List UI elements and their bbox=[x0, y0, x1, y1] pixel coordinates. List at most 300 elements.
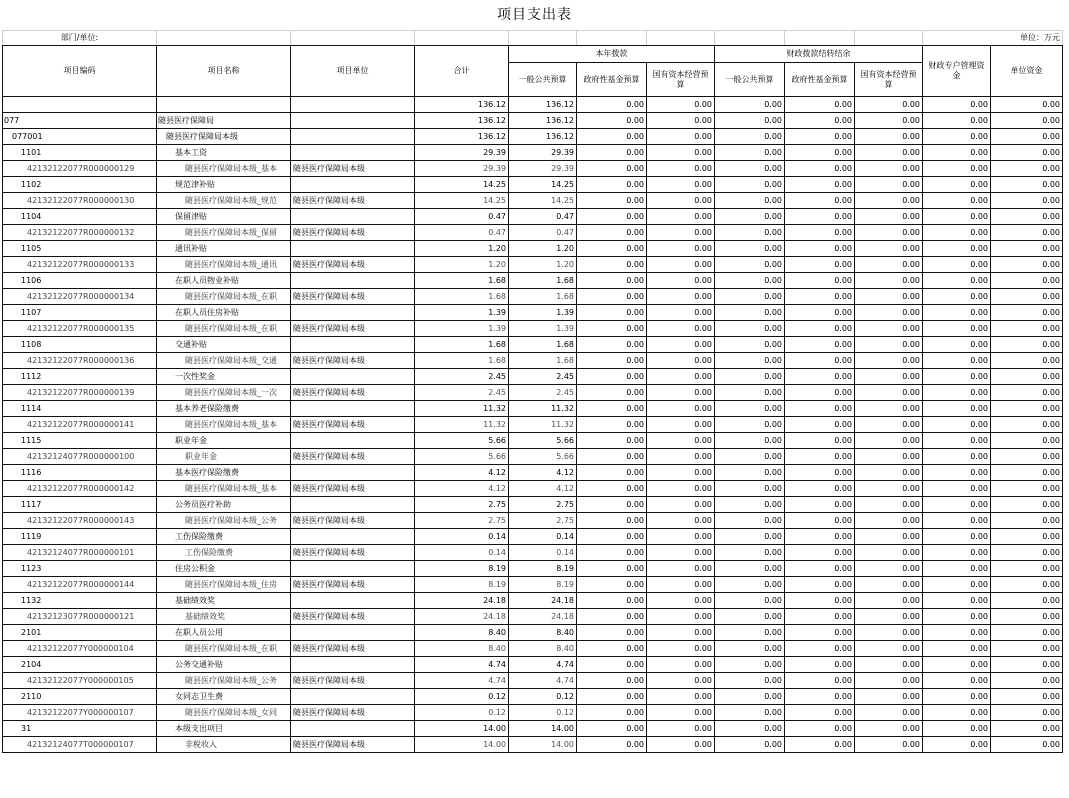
cell-gov-fund[interactable]: 0.00 bbox=[577, 257, 647, 273]
cell-carry-general[interactable]: 0.00 bbox=[715, 113, 785, 129]
cell-state-capital[interactable]: 0.00 bbox=[647, 433, 715, 449]
cell-general-budget[interactable]: 8.19 bbox=[509, 577, 577, 593]
cell-carry-state[interactable]: 0.00 bbox=[855, 161, 923, 177]
cell-state-capital[interactable]: 0.00 bbox=[647, 97, 715, 113]
cell-carry-fund[interactable]: 0.00 bbox=[785, 305, 855, 321]
cell-carry-state[interactable]: 0.00 bbox=[855, 465, 923, 481]
cell-carry-state[interactable]: 0.00 bbox=[855, 145, 923, 161]
cell-gov-fund[interactable]: 0.00 bbox=[577, 177, 647, 193]
table-row[interactable] bbox=[3, 577, 1063, 593]
cell-carry-general[interactable]: 0.00 bbox=[715, 273, 785, 289]
cell-carry-general[interactable]: 0.00 bbox=[715, 97, 785, 113]
cell-state-capital[interactable]: 0.00 bbox=[647, 641, 715, 657]
cell-total[interactable]: 0.12 bbox=[415, 689, 509, 705]
cell-total[interactable]: 8.40 bbox=[415, 625, 509, 641]
cell-project-name[interactable]: 随县医疗保障局本级_通讯 bbox=[157, 257, 291, 273]
cell-gov-fund[interactable]: 0.00 bbox=[577, 241, 647, 257]
cell-project-unit[interactable]: 随县医疗保障局本级 bbox=[291, 321, 415, 337]
cell-special-account[interactable]: 0.00 bbox=[923, 433, 991, 449]
cell-project-name[interactable]: 保留津贴 bbox=[157, 209, 291, 225]
cell-gov-fund[interactable]: 0.00 bbox=[577, 369, 647, 385]
cell-carry-state[interactable]: 0.00 bbox=[855, 737, 923, 753]
cell-carry-fund[interactable]: 0.00 bbox=[785, 257, 855, 273]
cell-project-name[interactable]: 随县医疗保障局本级_公务 bbox=[157, 513, 291, 529]
cell-project-code[interactable]: 2104 bbox=[3, 657, 157, 673]
cell-project-unit[interactable]: 随县医疗保障局本级 bbox=[291, 545, 415, 561]
cell-project-unit[interactable] bbox=[291, 177, 415, 193]
table-row[interactable] bbox=[3, 145, 1063, 161]
cell-total[interactable]: 24.18 bbox=[415, 609, 509, 625]
cell-gov-fund[interactable]: 0.00 bbox=[577, 273, 647, 289]
cell-special-account[interactable]: 0.00 bbox=[923, 593, 991, 609]
cell-project-code[interactable]: 2101 bbox=[3, 625, 157, 641]
cell-carry-fund[interactable]: 0.00 bbox=[785, 737, 855, 753]
cell-general-budget[interactable]: 5.66 bbox=[509, 433, 577, 449]
cell-gov-fund[interactable]: 0.00 bbox=[577, 577, 647, 593]
cell-general-budget[interactable]: 8.40 bbox=[509, 641, 577, 657]
cell-carry-state[interactable]: 0.00 bbox=[855, 561, 923, 577]
cell-gov-fund[interactable]: 0.00 bbox=[577, 113, 647, 129]
cell-total[interactable]: 136.12 bbox=[415, 97, 509, 113]
cell-special-account[interactable]: 0.00 bbox=[923, 577, 991, 593]
table-row[interactable] bbox=[3, 433, 1063, 449]
cell-project-name[interactable]: 在职人员住房补贴 bbox=[157, 305, 291, 321]
cell-carry-general[interactable]: 0.00 bbox=[715, 225, 785, 241]
cell-project-name[interactable]: 在职人员物业补贴 bbox=[157, 273, 291, 289]
cell-carry-fund[interactable]: 0.00 bbox=[785, 481, 855, 497]
cell-special-account[interactable]: 0.00 bbox=[923, 673, 991, 689]
cell-carry-general[interactable]: 0.00 bbox=[715, 625, 785, 641]
cell-carry-fund[interactable]: 0.00 bbox=[785, 721, 855, 737]
cell-state-capital[interactable]: 0.00 bbox=[647, 609, 715, 625]
cell-special-account[interactable]: 0.00 bbox=[923, 161, 991, 177]
cell-total[interactable]: 1.68 bbox=[415, 337, 509, 353]
cell-carry-general[interactable]: 0.00 bbox=[715, 193, 785, 209]
cell-general-budget[interactable]: 29.39 bbox=[509, 145, 577, 161]
cell-project-code[interactable]: 42132122077R000000139 bbox=[3, 385, 157, 401]
cell-carry-state[interactable]: 0.00 bbox=[855, 401, 923, 417]
cell-special-account[interactable]: 0.00 bbox=[923, 97, 991, 113]
cell-carry-state[interactable]: 0.00 bbox=[855, 545, 923, 561]
cell-own-funds[interactable]: 0.00 bbox=[991, 97, 1063, 113]
cell-project-unit[interactable]: 随县医疗保障局本级 bbox=[291, 577, 415, 593]
cell-general-budget[interactable]: 4.12 bbox=[509, 465, 577, 481]
cell-state-capital[interactable]: 0.00 bbox=[647, 145, 715, 161]
cell-project-code[interactable]: 077 bbox=[3, 113, 157, 129]
cell-project-code[interactable]: 1108 bbox=[3, 337, 157, 353]
cell-total[interactable]: 1.39 bbox=[415, 305, 509, 321]
cell-carry-general[interactable]: 0.00 bbox=[715, 353, 785, 369]
cell-total[interactable]: 5.66 bbox=[415, 449, 509, 465]
cell-carry-general[interactable]: 0.00 bbox=[715, 289, 785, 305]
cell-project-code[interactable]: 1106 bbox=[3, 273, 157, 289]
cell-total[interactable]: 1.68 bbox=[415, 273, 509, 289]
cell-general-budget[interactable]: 1.68 bbox=[509, 337, 577, 353]
cell-project-name[interactable] bbox=[157, 97, 291, 113]
cell-project-name[interactable]: 随县医疗保障局本级 bbox=[157, 129, 291, 145]
table-row[interactable] bbox=[3, 641, 1063, 657]
cell-total[interactable]: 14.25 bbox=[415, 193, 509, 209]
cell-gov-fund[interactable]: 0.00 bbox=[577, 465, 647, 481]
cell-project-unit[interactable] bbox=[291, 241, 415, 257]
cell-state-capital[interactable]: 0.00 bbox=[647, 177, 715, 193]
cell-carry-state[interactable]: 0.00 bbox=[855, 625, 923, 641]
cell-gov-fund[interactable]: 0.00 bbox=[577, 129, 647, 145]
cell-project-name[interactable]: 职业年金 bbox=[157, 449, 291, 465]
cell-gov-fund[interactable]: 0.00 bbox=[577, 97, 647, 113]
cell-carry-state[interactable]: 0.00 bbox=[855, 193, 923, 209]
cell-carry-fund[interactable]: 0.00 bbox=[785, 353, 855, 369]
cell-carry-fund[interactable]: 0.00 bbox=[785, 129, 855, 145]
cell-carry-general[interactable]: 0.00 bbox=[715, 145, 785, 161]
cell-carry-fund[interactable]: 0.00 bbox=[785, 577, 855, 593]
cell-total[interactable]: 1.68 bbox=[415, 353, 509, 369]
cell-own-funds[interactable]: 0.00 bbox=[991, 193, 1063, 209]
table-row[interactable] bbox=[3, 401, 1063, 417]
cell-project-unit[interactable] bbox=[291, 497, 415, 513]
cell-carry-fund[interactable]: 0.00 bbox=[785, 465, 855, 481]
cell-special-account[interactable]: 0.00 bbox=[923, 641, 991, 657]
cell-special-account[interactable]: 0.00 bbox=[923, 705, 991, 721]
cell-carry-general[interactable]: 0.00 bbox=[715, 241, 785, 257]
cell-own-funds[interactable]: 0.00 bbox=[991, 449, 1063, 465]
cell-carry-general[interactable]: 0.00 bbox=[715, 609, 785, 625]
cell-carry-fund[interactable]: 0.00 bbox=[785, 209, 855, 225]
cell-general-budget[interactable]: 0.14 bbox=[509, 529, 577, 545]
cell-project-unit[interactable]: 随县医疗保障局本级 bbox=[291, 641, 415, 657]
cell-project-name[interactable]: 随县医疗保障局本级_保留 bbox=[157, 225, 291, 241]
cell-general-budget[interactable]: 4.74 bbox=[509, 657, 577, 673]
table-row[interactable] bbox=[3, 673, 1063, 689]
cell-carry-general[interactable]: 0.00 bbox=[715, 417, 785, 433]
cell-project-code[interactable]: 42132122077Y000000107 bbox=[3, 705, 157, 721]
cell-gov-fund[interactable]: 0.00 bbox=[577, 497, 647, 513]
cell-state-capital[interactable]: 0.00 bbox=[647, 481, 715, 497]
cell-state-capital[interactable]: 0.00 bbox=[647, 545, 715, 561]
cell-own-funds[interactable]: 0.00 bbox=[991, 257, 1063, 273]
cell-special-account[interactable]: 0.00 bbox=[923, 497, 991, 513]
cell-general-budget[interactable]: 14.25 bbox=[509, 177, 577, 193]
cell-gov-fund[interactable]: 0.00 bbox=[577, 353, 647, 369]
cell-project-code[interactable]: 1104 bbox=[3, 209, 157, 225]
cell-general-budget[interactable]: 0.47 bbox=[509, 225, 577, 241]
cell-carry-fund[interactable]: 0.00 bbox=[785, 321, 855, 337]
cell-carry-general[interactable]: 0.00 bbox=[715, 497, 785, 513]
cell-carry-fund[interactable]: 0.00 bbox=[785, 593, 855, 609]
cell-project-unit[interactable] bbox=[291, 305, 415, 321]
cell-own-funds[interactable]: 0.00 bbox=[991, 401, 1063, 417]
cell-project-unit[interactable]: 随县医疗保障局本级 bbox=[291, 385, 415, 401]
cell-carry-fund[interactable]: 0.00 bbox=[785, 433, 855, 449]
cell-general-budget[interactable]: 2.45 bbox=[509, 385, 577, 401]
cell-project-unit[interactable]: 随县医疗保障局本级 bbox=[291, 673, 415, 689]
table-row[interactable] bbox=[3, 417, 1063, 433]
cell-project-unit[interactable] bbox=[291, 561, 415, 577]
cell-carry-fund[interactable]: 0.00 bbox=[785, 673, 855, 689]
cell-special-account[interactable]: 0.00 bbox=[923, 385, 991, 401]
cell-project-unit[interactable]: 随县医疗保障局本级 bbox=[291, 481, 415, 497]
cell-own-funds[interactable]: 0.00 bbox=[991, 481, 1063, 497]
cell-project-unit[interactable] bbox=[291, 401, 415, 417]
cell-own-funds[interactable]: 0.00 bbox=[991, 305, 1063, 321]
cell-carry-state[interactable]: 0.00 bbox=[855, 177, 923, 193]
cell-gov-fund[interactable]: 0.00 bbox=[577, 673, 647, 689]
cell-special-account[interactable]: 0.00 bbox=[923, 145, 991, 161]
cell-general-budget[interactable]: 8.40 bbox=[509, 625, 577, 641]
cell-total[interactable]: 4.74 bbox=[415, 673, 509, 689]
cell-carry-state[interactable]: 0.00 bbox=[855, 225, 923, 241]
cell-project-name[interactable]: 女同志卫生费 bbox=[157, 689, 291, 705]
cell-project-code[interactable]: 1123 bbox=[3, 561, 157, 577]
cell-general-budget[interactable]: 29.39 bbox=[509, 161, 577, 177]
cell-project-name[interactable]: 随县医疗保障局本级_公务 bbox=[157, 673, 291, 689]
cell-gov-fund[interactable]: 0.00 bbox=[577, 401, 647, 417]
cell-special-account[interactable]: 0.00 bbox=[923, 449, 991, 465]
cell-state-capital[interactable]: 0.00 bbox=[647, 529, 715, 545]
cell-project-unit[interactable]: 随县医疗保障局本级 bbox=[291, 193, 415, 209]
cell-state-capital[interactable]: 0.00 bbox=[647, 385, 715, 401]
cell-project-name[interactable]: 随县医疗保障局本级_规范 bbox=[157, 193, 291, 209]
cell-carry-state[interactable]: 0.00 bbox=[855, 449, 923, 465]
cell-project-unit[interactable] bbox=[291, 369, 415, 385]
cell-total[interactable]: 2.75 bbox=[415, 513, 509, 529]
cell-own-funds[interactable]: 0.00 bbox=[991, 657, 1063, 673]
cell-own-funds[interactable]: 0.00 bbox=[991, 417, 1063, 433]
cell-carry-general[interactable]: 0.00 bbox=[715, 641, 785, 657]
cell-carry-fund[interactable]: 0.00 bbox=[785, 705, 855, 721]
cell-state-capital[interactable]: 0.00 bbox=[647, 257, 715, 273]
table-row[interactable] bbox=[3, 497, 1063, 513]
cell-carry-general[interactable]: 0.00 bbox=[715, 705, 785, 721]
cell-special-account[interactable]: 0.00 bbox=[923, 177, 991, 193]
cell-project-name[interactable]: 工伤保险缴费 bbox=[157, 529, 291, 545]
cell-carry-fund[interactable]: 0.00 bbox=[785, 369, 855, 385]
cell-special-account[interactable]: 0.00 bbox=[923, 337, 991, 353]
cell-project-code[interactable]: 42132124077R000000100 bbox=[3, 449, 157, 465]
cell-carry-general[interactable]: 0.00 bbox=[715, 481, 785, 497]
cell-carry-state[interactable]: 0.00 bbox=[855, 705, 923, 721]
cell-state-capital[interactable]: 0.00 bbox=[647, 193, 715, 209]
table-row[interactable] bbox=[3, 385, 1063, 401]
cell-state-capital[interactable]: 0.00 bbox=[647, 449, 715, 465]
cell-gov-fund[interactable]: 0.00 bbox=[577, 337, 647, 353]
cell-project-name[interactable]: 随县医疗保障局本级_在职 bbox=[157, 321, 291, 337]
cell-project-unit[interactable]: 随县医疗保障局本级 bbox=[291, 449, 415, 465]
cell-carry-fund[interactable]: 0.00 bbox=[785, 113, 855, 129]
cell-special-account[interactable]: 0.00 bbox=[923, 721, 991, 737]
cell-project-name[interactable]: 规范津补贴 bbox=[157, 177, 291, 193]
cell-total[interactable]: 1.68 bbox=[415, 289, 509, 305]
cell-carry-fund[interactable]: 0.00 bbox=[785, 641, 855, 657]
cell-general-budget[interactable]: 1.20 bbox=[509, 257, 577, 273]
cell-carry-state[interactable]: 0.00 bbox=[855, 337, 923, 353]
cell-gov-fund[interactable]: 0.00 bbox=[577, 225, 647, 241]
cell-carry-state[interactable]: 0.00 bbox=[855, 657, 923, 673]
cell-gov-fund[interactable]: 0.00 bbox=[577, 625, 647, 641]
cell-own-funds[interactable]: 0.00 bbox=[991, 113, 1063, 129]
cell-carry-fund[interactable]: 0.00 bbox=[785, 401, 855, 417]
cell-project-name[interactable]: 随县医疗保障局本级_基本 bbox=[157, 481, 291, 497]
cell-carry-general[interactable]: 0.00 bbox=[715, 337, 785, 353]
cell-carry-general[interactable]: 0.00 bbox=[715, 657, 785, 673]
cell-carry-state[interactable]: 0.00 bbox=[855, 97, 923, 113]
cell-own-funds[interactable]: 0.00 bbox=[991, 721, 1063, 737]
cell-carry-state[interactable]: 0.00 bbox=[855, 321, 923, 337]
cell-project-code[interactable]: 42132122077R000000132 bbox=[3, 225, 157, 241]
cell-state-capital[interactable]: 0.00 bbox=[647, 129, 715, 145]
table-row[interactable] bbox=[3, 289, 1063, 305]
cell-general-budget[interactable]: 14.25 bbox=[509, 193, 577, 209]
cell-gov-fund[interactable]: 0.00 bbox=[577, 449, 647, 465]
cell-carry-fund[interactable]: 0.00 bbox=[785, 145, 855, 161]
cell-own-funds[interactable]: 0.00 bbox=[991, 337, 1063, 353]
cell-special-account[interactable]: 0.00 bbox=[923, 625, 991, 641]
cell-project-name[interactable]: 随县医疗保障局本级_交通 bbox=[157, 353, 291, 369]
cell-special-account[interactable]: 0.00 bbox=[923, 321, 991, 337]
cell-carry-general[interactable]: 0.00 bbox=[715, 529, 785, 545]
cell-project-code[interactable]: 1115 bbox=[3, 433, 157, 449]
cell-general-budget[interactable]: 1.68 bbox=[509, 273, 577, 289]
cell-project-unit[interactable] bbox=[291, 129, 415, 145]
cell-project-unit[interactable]: 随县医疗保障局本级 bbox=[291, 353, 415, 369]
cell-total[interactable]: 4.12 bbox=[415, 465, 509, 481]
cell-carry-state[interactable]: 0.00 bbox=[855, 113, 923, 129]
cell-own-funds[interactable]: 0.00 bbox=[991, 625, 1063, 641]
cell-general-budget[interactable]: 2.75 bbox=[509, 497, 577, 513]
cell-project-code[interactable]: 42132122077R000000141 bbox=[3, 417, 157, 433]
table-row[interactable] bbox=[3, 561, 1063, 577]
cell-carry-fund[interactable]: 0.00 bbox=[785, 177, 855, 193]
cell-own-funds[interactable]: 0.00 bbox=[991, 225, 1063, 241]
cell-special-account[interactable]: 0.00 bbox=[923, 561, 991, 577]
cell-general-budget[interactable]: 0.47 bbox=[509, 209, 577, 225]
cell-project-code[interactable]: 42132122077R000000129 bbox=[3, 161, 157, 177]
cell-carry-fund[interactable]: 0.00 bbox=[785, 97, 855, 113]
cell-carry-general[interactable]: 0.00 bbox=[715, 449, 785, 465]
table-row[interactable] bbox=[3, 305, 1063, 321]
cell-project-name[interactable]: 在职人员公用 bbox=[157, 625, 291, 641]
cell-own-funds[interactable]: 0.00 bbox=[991, 433, 1063, 449]
cell-project-code[interactable]: 42132122077R000000144 bbox=[3, 577, 157, 593]
cell-carry-fund[interactable]: 0.00 bbox=[785, 689, 855, 705]
cell-state-capital[interactable]: 0.00 bbox=[647, 593, 715, 609]
cell-total[interactable]: 4.74 bbox=[415, 657, 509, 673]
cell-total[interactable]: 29.39 bbox=[415, 161, 509, 177]
cell-own-funds[interactable]: 0.00 bbox=[991, 705, 1063, 721]
cell-gov-fund[interactable]: 0.00 bbox=[577, 529, 647, 545]
cell-project-code[interactable]: 1119 bbox=[3, 529, 157, 545]
cell-state-capital[interactable]: 0.00 bbox=[647, 497, 715, 513]
cell-carry-state[interactable]: 0.00 bbox=[855, 305, 923, 321]
cell-carry-general[interactable]: 0.00 bbox=[715, 401, 785, 417]
cell-carry-fund[interactable]: 0.00 bbox=[785, 625, 855, 641]
cell-general-budget[interactable]: 5.66 bbox=[509, 449, 577, 465]
cell-gov-fund[interactable]: 0.00 bbox=[577, 593, 647, 609]
cell-own-funds[interactable]: 0.00 bbox=[991, 273, 1063, 289]
cell-special-account[interactable]: 0.00 bbox=[923, 465, 991, 481]
cell-total[interactable]: 0.14 bbox=[415, 545, 509, 561]
cell-project-code[interactable]: 1132 bbox=[3, 593, 157, 609]
cell-total[interactable]: 14.25 bbox=[415, 177, 509, 193]
cell-total[interactable]: 8.19 bbox=[415, 561, 509, 577]
cell-carry-fund[interactable]: 0.00 bbox=[785, 337, 855, 353]
cell-project-code[interactable]: 42132123077R000000121 bbox=[3, 609, 157, 625]
table-row[interactable] bbox=[3, 481, 1063, 497]
cell-special-account[interactable]: 0.00 bbox=[923, 193, 991, 209]
cell-state-capital[interactable]: 0.00 bbox=[647, 401, 715, 417]
cell-gov-fund[interactable]: 0.00 bbox=[577, 689, 647, 705]
cell-special-account[interactable]: 0.00 bbox=[923, 225, 991, 241]
cell-state-capital[interactable]: 0.00 bbox=[647, 513, 715, 529]
cell-project-unit[interactable] bbox=[291, 97, 415, 113]
cell-special-account[interactable]: 0.00 bbox=[923, 689, 991, 705]
cell-state-capital[interactable]: 0.00 bbox=[647, 561, 715, 577]
cell-special-account[interactable]: 0.00 bbox=[923, 481, 991, 497]
cell-project-code[interactable]: 1117 bbox=[3, 497, 157, 513]
cell-project-unit[interactable] bbox=[291, 209, 415, 225]
cell-carry-fund[interactable]: 0.00 bbox=[785, 385, 855, 401]
cell-own-funds[interactable]: 0.00 bbox=[991, 321, 1063, 337]
table-row[interactable] bbox=[3, 513, 1063, 529]
cell-project-code[interactable]: 42132122077Y000000104 bbox=[3, 641, 157, 657]
cell-project-unit[interactable] bbox=[291, 625, 415, 641]
cell-carry-fund[interactable]: 0.00 bbox=[785, 657, 855, 673]
cell-gov-fund[interactable]: 0.00 bbox=[577, 705, 647, 721]
cell-total[interactable]: 2.45 bbox=[415, 369, 509, 385]
cell-state-capital[interactable]: 0.00 bbox=[647, 689, 715, 705]
table-row[interactable] bbox=[3, 465, 1063, 481]
cell-project-code[interactable]: 42132124077R000000101 bbox=[3, 545, 157, 561]
cell-state-capital[interactable]: 0.00 bbox=[647, 289, 715, 305]
cell-project-name[interactable]: 随县医疗保障局本级_一次 bbox=[157, 385, 291, 401]
cell-project-name[interactable]: 职业年金 bbox=[157, 433, 291, 449]
cell-own-funds[interactable]: 0.00 bbox=[991, 673, 1063, 689]
cell-own-funds[interactable]: 0.00 bbox=[991, 241, 1063, 257]
cell-own-funds[interactable]: 0.00 bbox=[991, 161, 1063, 177]
cell-total[interactable]: 8.40 bbox=[415, 641, 509, 657]
cell-carry-general[interactable]: 0.00 bbox=[715, 209, 785, 225]
cell-special-account[interactable]: 0.00 bbox=[923, 129, 991, 145]
cell-carry-state[interactable]: 0.00 bbox=[855, 385, 923, 401]
cell-project-unit[interactable] bbox=[291, 721, 415, 737]
table-row[interactable] bbox=[3, 353, 1063, 369]
cell-total[interactable]: 14.00 bbox=[415, 721, 509, 737]
table-row[interactable] bbox=[3, 545, 1063, 561]
cell-own-funds[interactable]: 0.00 bbox=[991, 513, 1063, 529]
cell-project-unit[interactable] bbox=[291, 337, 415, 353]
cell-carry-state[interactable]: 0.00 bbox=[855, 433, 923, 449]
cell-general-budget[interactable]: 11.32 bbox=[509, 417, 577, 433]
cell-total[interactable]: 0.47 bbox=[415, 225, 509, 241]
cell-project-unit[interactable]: 随县医疗保障局本级 bbox=[291, 161, 415, 177]
cell-project-unit[interactable]: 随县医疗保障局本级 bbox=[291, 225, 415, 241]
cell-total[interactable]: 0.12 bbox=[415, 705, 509, 721]
cell-total[interactable]: 2.45 bbox=[415, 385, 509, 401]
cell-total[interactable]: 14.00 bbox=[415, 737, 509, 753]
cell-own-funds[interactable]: 0.00 bbox=[991, 177, 1063, 193]
cell-state-capital[interactable]: 0.00 bbox=[647, 337, 715, 353]
cell-state-capital[interactable]: 0.00 bbox=[647, 305, 715, 321]
cell-own-funds[interactable]: 0.00 bbox=[991, 641, 1063, 657]
table-row[interactable] bbox=[3, 625, 1063, 641]
cell-gov-fund[interactable]: 0.00 bbox=[577, 513, 647, 529]
cell-project-unit[interactable]: 随县医疗保障局本级 bbox=[291, 705, 415, 721]
cell-general-budget[interactable]: 2.75 bbox=[509, 513, 577, 529]
cell-carry-fund[interactable]: 0.00 bbox=[785, 561, 855, 577]
cell-carry-fund[interactable]: 0.00 bbox=[785, 609, 855, 625]
cell-project-code[interactable]: 42132124077T000000107 bbox=[3, 737, 157, 753]
cell-state-capital[interactable]: 0.00 bbox=[647, 113, 715, 129]
